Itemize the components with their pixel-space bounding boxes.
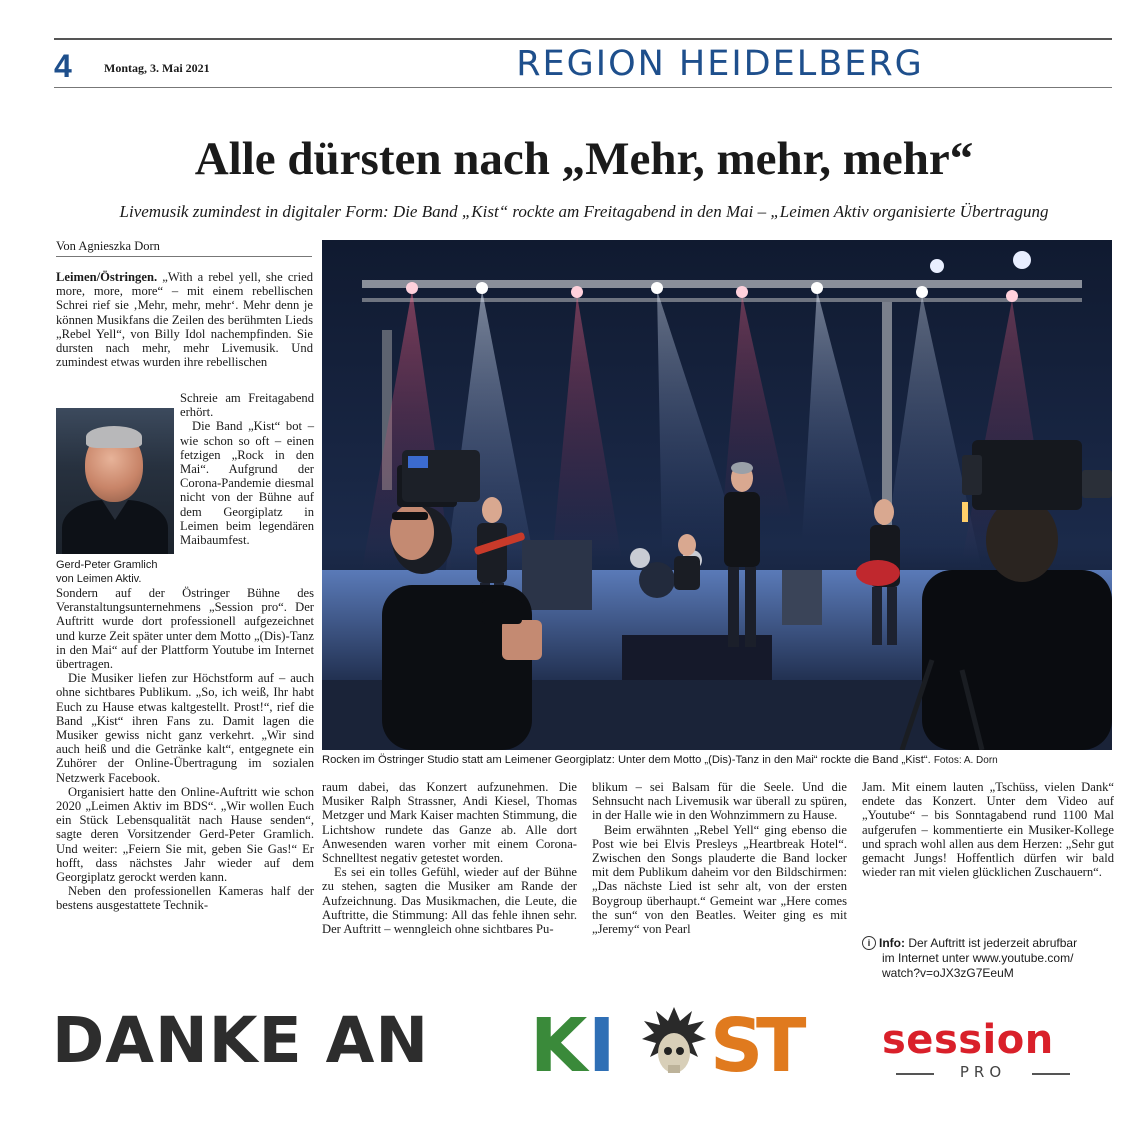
portrait-caption-name: Gerd-Peter Gramlich — [56, 559, 158, 571]
article-headline: Alle dürsten nach „Mehr, mehr, mehr“ — [194, 133, 974, 185]
intro-paragraph — [56, 270, 313, 369]
portrait-photo — [56, 408, 174, 554]
photo-credit: Fotos: A. Dorn — [933, 755, 998, 766]
pro-right-rule — [1032, 1073, 1070, 1075]
column-3-paragraph: blikum – sei Balsam für die Seele. Und die Sehnsucht nach Livemusik war überall zu spüren, in der Halle wie in den Wohnzimmern zu Hause. — [592, 780, 847, 823]
article-column-3 — [592, 780, 847, 936]
kist-letter-s: S — [710, 1003, 764, 1089]
pro-left-rule — [896, 1073, 934, 1075]
intro-text: „With a rebel yell, she cried more, more, more“ – mit einem rebellischen Schrei rief sie ‚Mehr, mehr, mehr‘. Mehr denn je können Musikfans die Zeilen des berühmten Lieds „Rebel Yell“, von Billy Idol nachempfinden. Sie dursten nach mehr, mehr Livemusik. Und zumindest etwas wurden ihre rebellischen — [56, 270, 313, 370]
concert-photo — [322, 240, 1112, 750]
thanks-banner: DANKE AN — [52, 1004, 430, 1077]
column-2-paragraph: raum dabei, das Konzert aufzunehmen. Die Musiker Ralph Strassner, Andi Kiesel, Thomas Metzger und Mark Kaiser machten Stimmung, die Lichtshow rundete das Ganze ab. Alle dort Anwesenden waren vorher mit einem Corona-Schnelltest negativ getestet worden. — [322, 780, 577, 866]
article-subheadline: Livemusik zumindest in digitaler Form: Die Band „Kist“ rockte am Freitagabend in den Mai – „Leimen Aktiv organisierte Übertragung — [119, 202, 1049, 221]
column-1-paragraph: Organisiert hatte den Online-Auftritt wie schon 2020 „Leimen Aktiv im BDS“. „Wir wollen Euch ein Stück Lebensqualität nach Hause senden“, sagte deren Vorsitzender Gerd-Peter Gramlich. Und weiter: „Feiern Sie mit, geben Sie Gas!“ Er hofft, dass nächstes Jahr wieder auf dem Georgiplatz gerockt werden kann. — [56, 784, 314, 885]
portrait-caption-org: von Leimen Aktiv. — [56, 573, 142, 585]
wrap-paragraph-1: Schreie am Freitagabend erhört. — [180, 391, 314, 420]
info-label: Info: — [879, 936, 905, 950]
article-column-4 — [862, 780, 1114, 879]
column-1-paragraph: Neben den professionellen Kameras half der bestens ausgestattete Technik- — [56, 884, 314, 913]
column-2-paragraph: Es sei ein tolles Gefühl, wieder auf der Bühne zu stehen, sagten die Musiker am Rande der Aufzeichnung. Das Musikmachen, die Leute, die Auftritte, die Stimmung: All das fehle ihnen sehr. Der Auftritt – wenngleich ohne sichtbares Pu- — [322, 865, 577, 937]
info-icon: i — [862, 936, 876, 950]
article-column-1-rest — [56, 586, 314, 913]
column-4-paragraph: Jam. Mit einem lauten „Tschüss, vielen Dank“ endete das Konzert. Unter dem Video auf „Youtube“ – bis Sonntagabend rund 1100 Mal aufgerufen – kommentierte ein Musiker-Kollege und sprach wohl allen aus dem Herzen: „Sehr gut gemacht Jungs! Hoffentlich dürfen wir bald wieder ran mit vielen glücklichen Zuschauern“. — [862, 780, 1114, 880]
header-bottom-rule — [54, 87, 1112, 88]
info-line-3[interactable]: watch?v=oJX3zG7EeuM — [882, 966, 1014, 980]
column-1-paragraph: Sondern auf der Östringer Bühne des Veranstaltungsunternehmens „Session pro“. Der Auftritt wurde dort professionell aufgezeichnet und kurze Zeit später unter dem Motto „(Dis)-Tanz in den Mai“ auf der Plattform Youtube im Internet übertragen. — [56, 586, 314, 672]
session-pro-logo: session — [882, 1017, 1054, 1063]
portrait-caption — [56, 558, 176, 586]
skull-icon — [642, 1007, 706, 1087]
byline-rule — [56, 256, 312, 257]
issue-date: Montag, 3. Mai 2021 — [104, 61, 210, 75]
session-pro-subline — [886, 1064, 1080, 1082]
article-column-1-intro — [56, 270, 313, 369]
kist-logo — [530, 1003, 807, 1089]
kist-letter-k: K — [530, 1003, 588, 1089]
photo-caption — [322, 754, 1112, 766]
article-column-2 — [322, 780, 577, 936]
photo-caption-text: Rocken im Östringer Studio statt am Leimener Georgiplatz: Unter dem Motto „(Dis)-Tanz in den Mai“ rockte die Band „Kist“. — [322, 754, 931, 766]
pro-label: PRO — [959, 1063, 1007, 1081]
header-top-rule — [54, 38, 1112, 40]
article-byline: Von Agnieszka Dorn — [56, 239, 160, 253]
column-3-paragraph: Beim erwähnten „Rebel Yell“ ging ebenso die Post wie bei Elvis Presleys „Heartbreak Hotel“. Zwischen den Songs plauderte die Band locker mit dem Publikum daheim vor den Bildschirmen: „Das nächste Lied ist sehr alt, von der ersten Boygroup überhaupt.“ Gemeint war „Here comes the sun“ von den Beatles. Weiter ging es mit „Jeremy“ von Pearl — [592, 822, 847, 937]
portrait-hair — [86, 426, 142, 448]
article-dateline: Leimen/Östringen. — [56, 270, 158, 284]
section-title: REGION HEIDELBERG — [516, 44, 924, 84]
kist-letter-i: I — [588, 1003, 616, 1089]
kist-letter-t: T — [756, 1003, 807, 1089]
info-line-2[interactable]: im Internet unter www.youtube.com/ — [882, 951, 1074, 965]
info-line-1 — [862, 936, 1114, 951]
info-text: Der Auftritt ist jederzeit abrufbar — [905, 936, 1078, 950]
column-1-paragraph: Die Musiker liefen zur Höchstform auf – auch ohne sichtbares Publikum. „So, ich weiß, Ihr habt Euch zu Hause etwas kaltgestellt. Prost!“, rief die Band „Kist“ ihren Fans zu. Damit lagen die Musiker gewiss nicht ganz verkehrt. „Wir sind auch heiß und die Getränke kalt“, entgegnete ein Zuhörer der Online-Übertragung im sozialen Netzwerk Facebook. — [56, 671, 314, 785]
info-box — [862, 936, 1114, 981]
article-column-1-wrap — [180, 391, 314, 547]
wrap-paragraph-2: Die Band „Kist“ bot – wie schon so oft – einen fetzigen „Rock in den Mai“. Aufgrund der Corona-Pandemie diesmal nicht von der Bühne auf dem Georgiplatz in Leimen beim legendären Maibaumfest. — [180, 419, 314, 548]
page-number: 4 — [54, 48, 72, 84]
